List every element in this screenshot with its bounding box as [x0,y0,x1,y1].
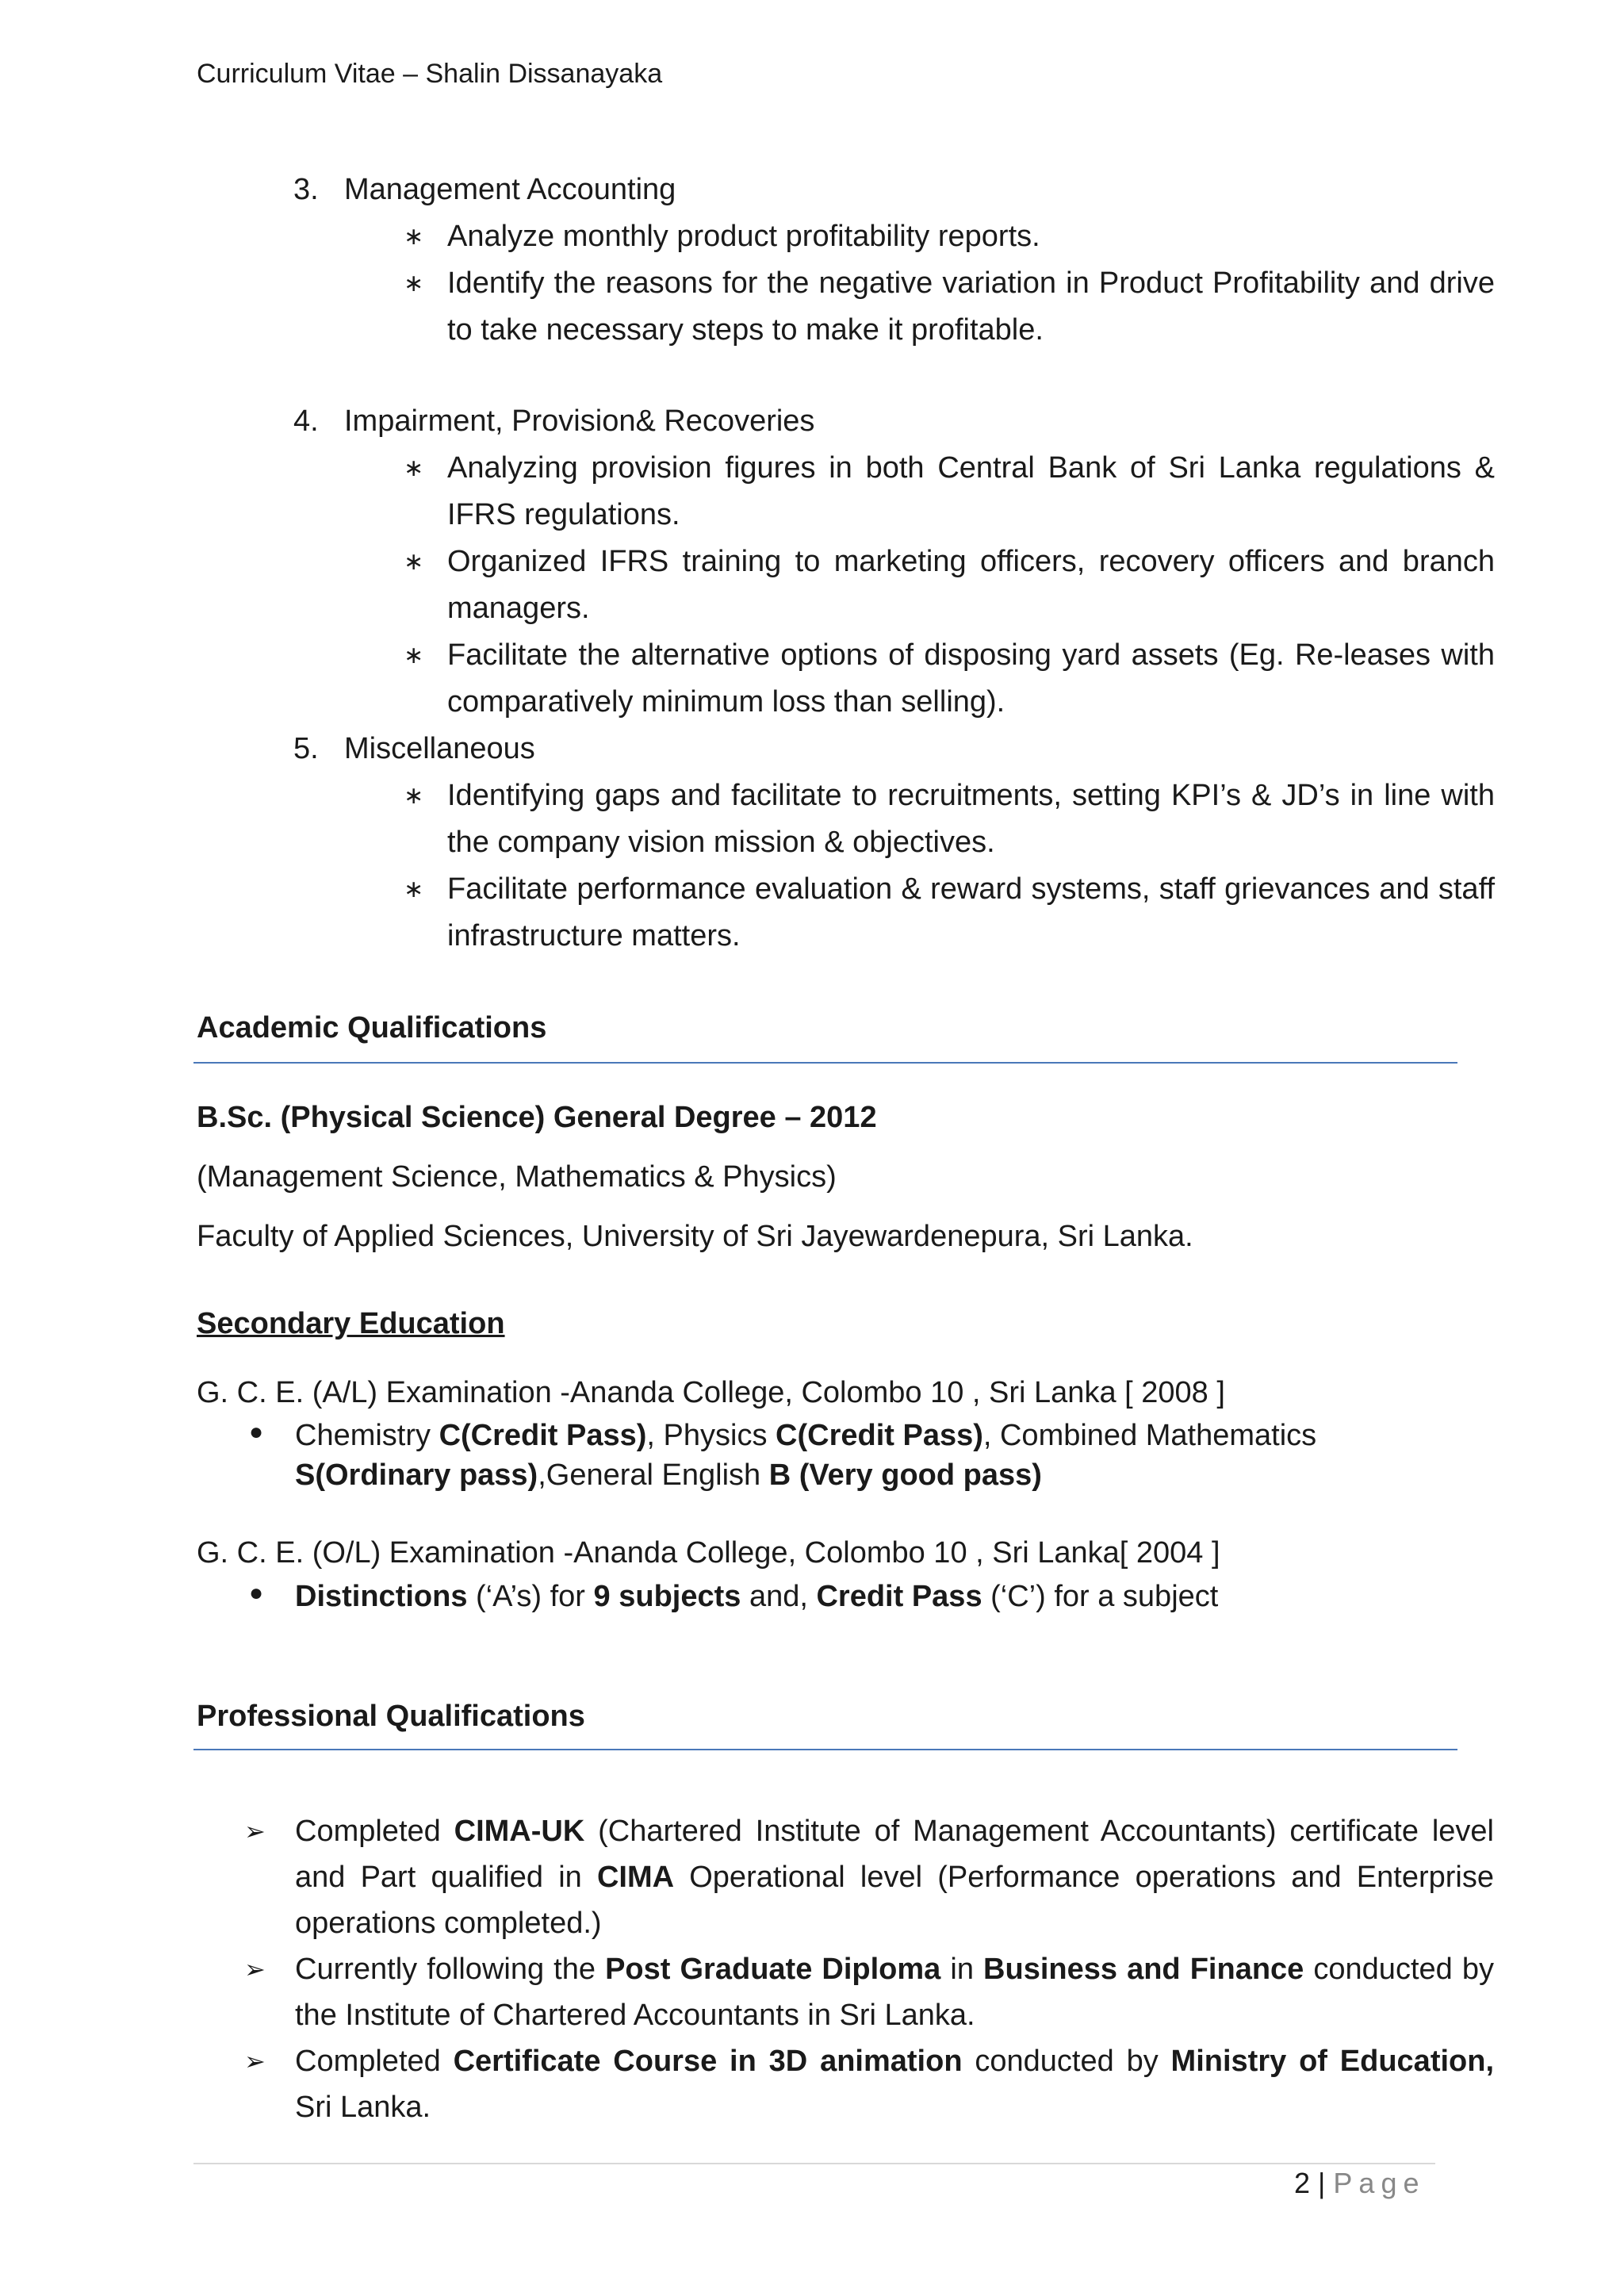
duty-title: Impairment, Provision& Recoveries [344,404,815,438]
asterisk-bullet-icon: ∗ [404,876,424,903]
asterisk-bullet-icon: ∗ [404,783,424,809]
bullet-dot-icon: ● [249,1419,264,1445]
bullet-dot-icon: ● [249,1580,264,1606]
degree-subjects: (Management Science, Mathematics & Physics) [197,1160,837,1194]
duty-bullets [293,445,1495,726]
al-results: Chemistry C(Credit Pass), Physics C(Credit Pass), Combined Mathematics S(Ordinary pass),General English B (Very good pass) [295,1419,1317,1492]
duty-bullets [293,772,1495,960]
duty-bullets [293,213,1495,354]
professional-list [244,1808,1494,2130]
ol-exam-line: G. C. E. (O/L) Examination -Ananda College, Colombo 10 , Sri Lanka[ 2004 ] [197,1536,1220,1570]
asterisk-bullet-icon: ∗ [404,642,424,669]
list-item: ➢ Completed Certificate Course in 3D animation conducted by Ministry of Education, Sri Lanka. [244,2038,1494,2130]
page-label: Page [1333,2167,1426,2199]
section-divider [193,1062,1457,1064]
ol-results: Distinctions (‘A’s) for 9 subjects and, Credit Pass (‘C’) for a subject [295,1580,1219,1613]
arrow-bullet-icon: ➢ [244,1817,266,1846]
page-footer [1294,2167,1426,2200]
list-item: ∗ Facilitate the alternative options of disposing yard assets (Eg. Re-leases with comparatively minimum loss than selling). [391,632,1495,726]
professional-qualifications-heading: Professional Qualifications [197,1700,585,1733]
page-number: 2 [1294,2167,1311,2199]
duty-number: 4. [293,404,319,438]
footer-divider [193,2163,1435,2164]
section-divider [193,1749,1457,1750]
list-item: ∗ Organized IFRS training to marketing officers, recovery officers and branch managers. [391,539,1495,632]
asterisk-bullet-icon: ∗ [404,224,424,250]
degree-institution: Faculty of Applied Sciences, University of Sri Jayewardenepura, Sri Lanka. [197,1220,1193,1253]
list-item: ∗ Analyze monthly product profitability reports. [391,213,1495,260]
list-item: ∗ Identify the reasons for the negative variation in Product Profitability and drive to take necessary steps to make it profitable. [391,260,1495,354]
degree-title: B.Sc. (Physical Science) General Degree – 2012 [197,1101,877,1134]
arrow-bullet-icon: ➢ [244,2047,266,2076]
footer-separator: | [1318,2167,1326,2199]
list-item: ∗ Identifying gaps and facilitate to recruitments, setting KPI’s & JD’s in line with the company vision mission & objectives. [391,772,1495,866]
al-exam-line: G. C. E. (A/L) Examination -Ananda College, Colombo 10 , Sri Lanka [ 2008 ] [197,1376,1225,1409]
duty-number: 3. [293,173,319,206]
duty-title: Miscellaneous [344,732,535,765]
arrow-bullet-icon: ➢ [244,1955,266,1984]
duty-item [293,726,1495,772]
secondary-education-heading: Secondary Education [197,1307,505,1340]
document-header: Curriculum Vitae – Shalin Dissanayaka [197,59,663,89]
list-item: ∗ Analyzing provision figures in both Central Bank of Sri Lanka regulations & IFRS regulations. [391,445,1495,539]
asterisk-bullet-icon: ∗ [404,549,424,575]
duty-item [293,398,1495,445]
job-responsibilities [293,167,1495,960]
list-item: ➢ Currently following the Post Graduate Diploma in Business and Finance conducted by the Institute of Chartered Accountants in Sri Lanka. [244,1946,1494,2038]
list-item: ➢ Completed CIMA-UK (Chartered Institute of Management Accountants) certificate level and Part qualified in CIMA Operational level (Performance operations and Enterprise operations completed.) [244,1808,1494,1946]
duty-item [293,167,1495,213]
asterisk-bullet-icon: ∗ [404,270,424,297]
duty-title: Management Accounting [344,173,676,206]
list-item: ∗ Facilitate performance evaluation & reward systems, staff grievances and staff infrastructure matters. [391,866,1495,960]
asterisk-bullet-icon: ∗ [404,455,424,481]
academic-qualifications-heading: Academic Qualifications [197,1011,547,1045]
duty-number: 5. [293,732,319,765]
